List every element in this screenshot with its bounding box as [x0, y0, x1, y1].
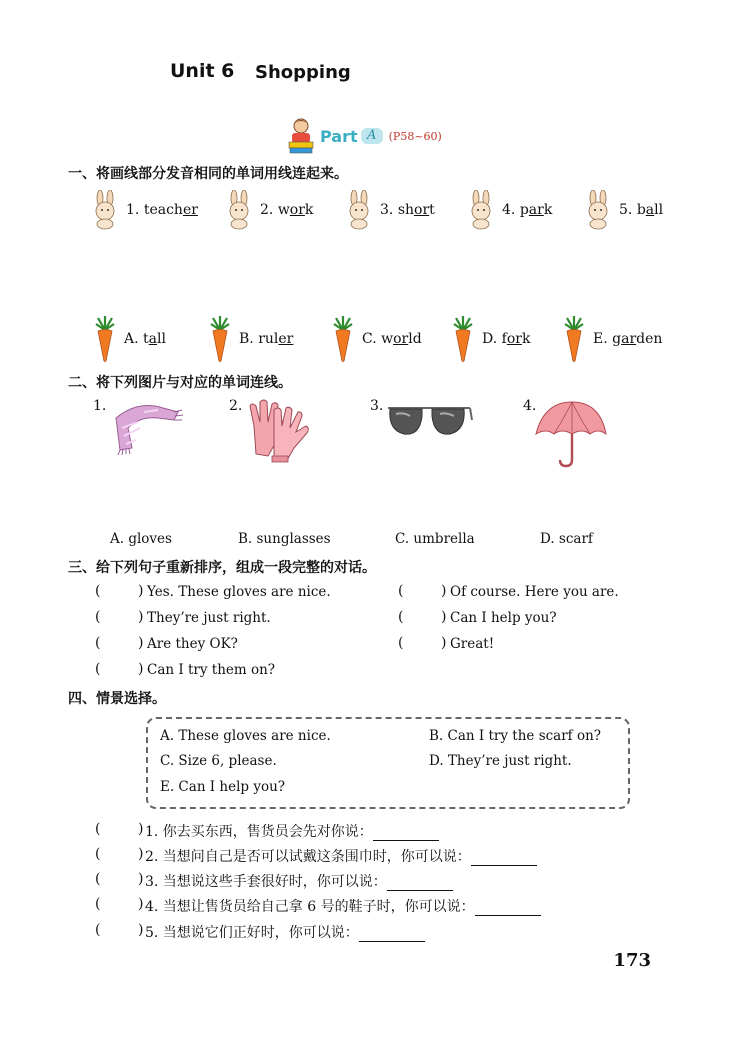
item-number: 3.	[380, 202, 398, 218]
underlined-part: er	[182, 202, 198, 218]
answer-paren-close: )	[138, 821, 144, 837]
underlined-part: or	[393, 331, 409, 347]
item-number: 5.	[619, 202, 637, 218]
rabbit-icon	[90, 190, 120, 230]
item-number: 1.	[126, 202, 144, 218]
s1-bottom-item-b	[207, 316, 293, 362]
question-text: 3. 当想说这些手套很好时，你可以说：	[145, 874, 387, 890]
sunglasses-icon	[384, 400, 474, 444]
word-part: t	[429, 202, 435, 218]
question-1	[145, 821, 439, 841]
picture-number-2: 2.	[229, 398, 243, 414]
answer-paren-close: )	[138, 635, 144, 651]
scarf-picture	[108, 398, 186, 460]
word-part: t	[143, 331, 149, 347]
option-a: A. These gloves are nice.	[160, 728, 331, 744]
s1-top-item-1	[90, 190, 198, 230]
picture-word-d: D. scarf	[540, 531, 593, 547]
picture-number-3: 3.	[370, 398, 384, 414]
underlined-part: a	[148, 331, 158, 347]
girl-reading-icon	[286, 117, 316, 155]
picture-word-c: C. umbrella	[395, 531, 475, 547]
option-b: B. Can I try the scarf on?	[429, 728, 602, 744]
answer-paren-close: )	[441, 609, 447, 625]
word-part: den	[636, 331, 663, 347]
s1-top-item-5	[583, 190, 663, 230]
section-2-heading: 二、将下列图片与对应的单词连线。	[68, 375, 292, 391]
word-part: k	[521, 331, 531, 347]
question-text: 4. 当想让售货员给自己拿 6 号的鞋子时，你可以说：	[145, 899, 475, 915]
word-part: k	[543, 202, 553, 218]
word-part: ll	[157, 331, 166, 347]
sunglasses-picture	[384, 400, 474, 448]
dialogue-line: Can I try them on?	[147, 662, 276, 678]
question-4	[145, 896, 541, 916]
answer-paren-open[interactable]: (	[398, 583, 404, 599]
answer-paren-close: )	[138, 922, 144, 938]
picture-word-b: B. sunglasses	[238, 531, 331, 547]
part-word: Part	[320, 126, 358, 146]
glove-icon	[244, 396, 320, 466]
answer-paren-close: )	[138, 871, 144, 887]
item-number: 2.	[260, 202, 278, 218]
question-2	[145, 846, 537, 866]
picture-word-a: A. gloves	[110, 531, 172, 547]
scarf-icon	[108, 398, 186, 456]
s1-bottom-item-e	[561, 316, 662, 362]
answer-paren-close: )	[441, 583, 447, 599]
word-part: b	[636, 202, 646, 218]
underlined-part: or	[289, 202, 305, 218]
part-letter: A	[361, 128, 383, 144]
s1-bottom-item-c	[330, 316, 422, 362]
underlined-part: ar	[528, 202, 544, 218]
underlined-part: er	[278, 331, 294, 347]
s1-top-item-3	[344, 190, 435, 230]
underlined-part: or	[414, 202, 430, 218]
underlined-part: ar	[621, 331, 637, 347]
answer-paren-open[interactable]: (	[398, 609, 404, 625]
unit-label: Unit 6	[170, 60, 235, 82]
dialogue-line: Great!	[450, 636, 495, 652]
item-letter: C.	[362, 331, 382, 347]
section-3-heading: 三、给下列句子重新排序，组成一段完整的对话。	[68, 560, 376, 576]
word-part: teach	[143, 202, 183, 218]
question-text: 1. 你去买东西，售货员会先对你说：	[145, 824, 373, 840]
s1-bottom-item-a	[92, 316, 166, 362]
underlined-part: or	[506, 331, 522, 347]
dialogue-line: They’re just right.	[147, 610, 271, 626]
part-badge	[286, 116, 442, 156]
carrot-icon	[92, 316, 118, 362]
item-letter: A.	[124, 331, 144, 347]
answer-paren-open[interactable]: (	[95, 583, 101, 599]
item-letter: B.	[239, 331, 259, 347]
question-text: 5. 当想说它们正好时，你可以说：	[145, 925, 359, 941]
word-part: f	[501, 331, 507, 347]
word-part: k	[304, 202, 314, 218]
answer-paren-close: )	[441, 635, 447, 651]
dialogue-line: Are they OK?	[147, 636, 238, 652]
answer-paren-open[interactable]: (	[95, 821, 101, 837]
answer-paren-open[interactable]: (	[95, 609, 101, 625]
option-d: D. They’re just right.	[429, 753, 572, 769]
s1-bottom-item-d	[450, 316, 530, 362]
answer-blank[interactable]	[373, 826, 439, 841]
section-4-heading: 四、情景选择。	[68, 691, 166, 707]
answer-paren-open[interactable]: (	[95, 922, 101, 938]
carrot-icon	[561, 316, 587, 362]
picture-number-1: 1.	[93, 398, 107, 414]
answer-paren-open[interactable]: (	[95, 846, 101, 862]
question-3	[145, 871, 453, 891]
umbrella-picture	[534, 398, 608, 474]
s1-top-item-4	[466, 190, 552, 230]
answer-blank[interactable]	[475, 901, 541, 916]
word-part: ld	[408, 331, 422, 347]
rabbit-icon	[466, 190, 496, 230]
answer-paren-close: )	[138, 609, 144, 625]
question-5	[145, 922, 425, 942]
dialogue-line: Of course. Here you are.	[450, 584, 619, 600]
carrot-icon	[207, 316, 233, 362]
s1-top-item-2	[224, 190, 313, 230]
answer-paren-close: )	[138, 846, 144, 862]
word-part: w	[277, 202, 290, 218]
unit-title: Shopping	[255, 62, 351, 83]
option-e: E. Can I help you?	[160, 779, 286, 795]
rabbit-icon	[344, 190, 374, 230]
word-part: ll	[654, 202, 664, 218]
section-1-heading: 一、将画线部分发音相同的单词用线连起来。	[68, 166, 348, 182]
answer-paren-open[interactable]: (	[95, 871, 101, 887]
dialogue-line: Yes. These gloves are nice.	[147, 584, 331, 600]
carrot-icon	[330, 316, 356, 362]
word-part: g	[612, 331, 622, 347]
item-letter: D.	[482, 331, 502, 347]
answer-paren-close: )	[138, 896, 144, 912]
umbrella-icon	[534, 398, 608, 470]
gloves-picture	[244, 396, 320, 470]
page-number: 173	[613, 950, 651, 971]
answer-paren-open[interactable]: (	[398, 635, 404, 651]
rabbit-icon	[224, 190, 254, 230]
answer-blank[interactable]	[387, 876, 453, 891]
rabbit-icon	[583, 190, 613, 230]
answer-paren-open[interactable]: (	[95, 661, 101, 677]
answer-paren-open[interactable]: (	[95, 896, 101, 912]
answer-blank[interactable]	[471, 851, 537, 866]
word-part: sh	[397, 202, 415, 218]
dialogue-line: Can I help you?	[450, 610, 557, 626]
carrot-icon	[450, 316, 476, 362]
word-part: p	[519, 202, 529, 218]
answer-paren-close: )	[138, 583, 144, 599]
answer-paren-close: )	[138, 661, 144, 677]
word-part: rul	[258, 331, 279, 347]
answer-paren-open[interactable]: (	[95, 635, 101, 651]
underlined-part: a	[645, 202, 655, 218]
answer-blank[interactable]	[359, 927, 425, 942]
question-text: 2. 当想问自己是否可以试戴这条围巾时，你可以说：	[145, 849, 471, 865]
option-c: C. Size 6, please.	[160, 753, 277, 769]
picture-number-4: 4.	[523, 398, 537, 414]
item-number: 4.	[502, 202, 520, 218]
item-letter: E.	[593, 331, 613, 347]
word-part: w	[381, 331, 394, 347]
part-pages: (P58~60)	[388, 129, 442, 143]
